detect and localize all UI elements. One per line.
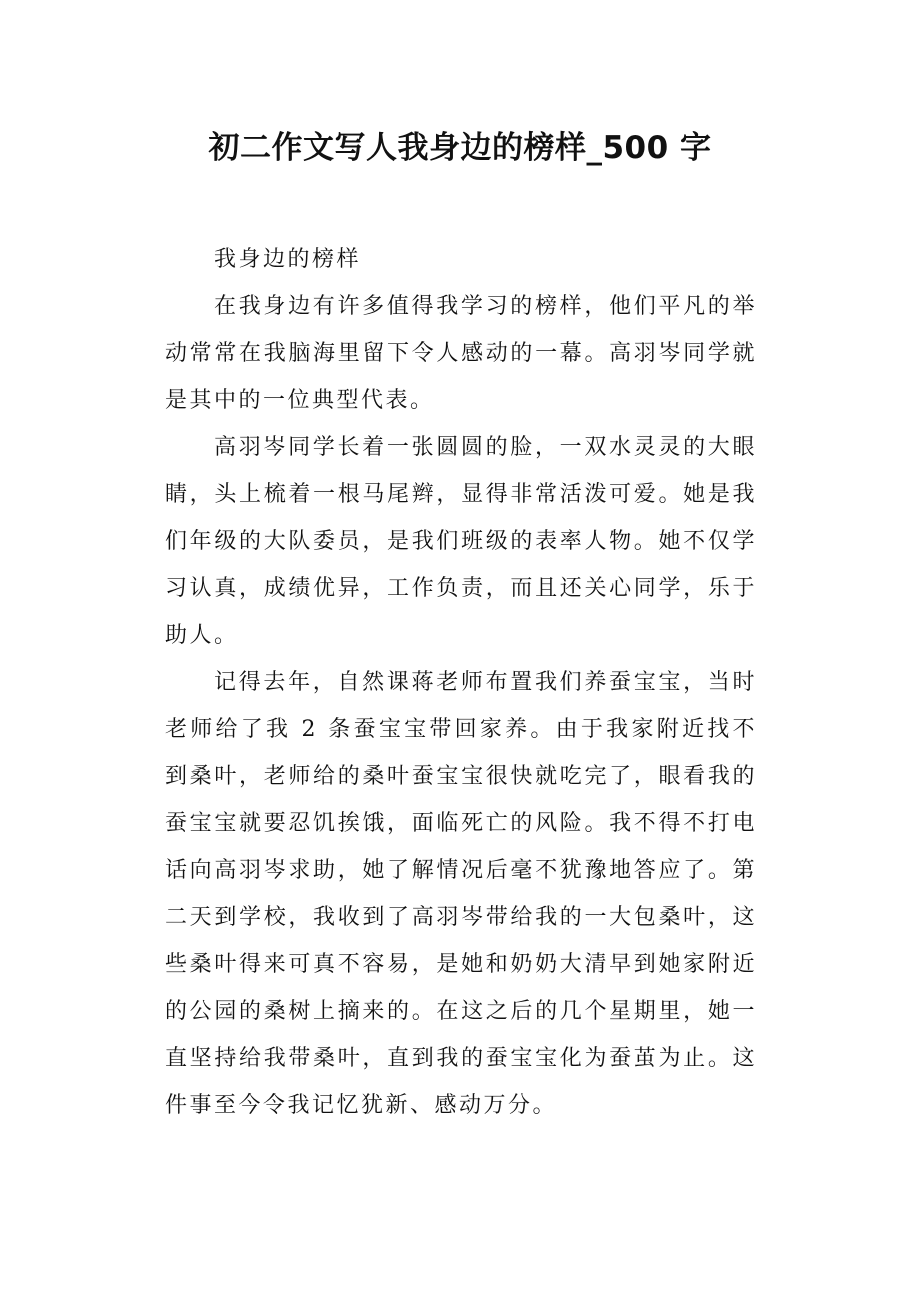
paragraph: 高羽岑同学长着一张圆圆的脸，一双水灵灵的大眼睛，头上梳着一根马尾辫，显得非常活泼可爱。她是我们年级的大队委员，是我们班级的表率人物。她不仅学习认真，成绩优异，工作负责，而且还关心同学，乐于助人。 <box>165 435 757 648</box>
paragraph: 在我身边有许多值得我学习的榜样，他们平凡的举动常常在我脑海里留下令人感动的一幕。高羽岑同学就是其中的一位典型代表。 <box>165 294 757 413</box>
paragraph: 记得去年，自然课蒋老师布置我们养蚕宝宝，当时老师给了我 2 条蚕宝宝带回家养。由于我家附近找不到桑叶，老师给的桑叶蚕宝宝很快就吃完了，眼看我的蚕宝宝就要忍饥挨饿，面临死亡的风险。我不得不打电话向高羽岑求助，她了解情况后毫不犹豫地答应了。第二天到学校，我收到了高羽岑带给我的一大包桑叶，这些桑叶得来可真不容易，是她和奶奶大清早到她家附近的公园的桑树上摘来的。在这之后的几个星期里，她一直坚持给我带桑叶，直到我的蚕宝宝化为蚕茧为止。这件事至今令我记忆犹新、感动万分。 <box>165 670 757 1118</box>
document-title: 初二作文写人我身边的榜样_500 字 <box>208 130 712 166</box>
paragraph-heading: 我身边的榜样 <box>214 247 362 272</box>
document-body <box>165 236 757 1129</box>
